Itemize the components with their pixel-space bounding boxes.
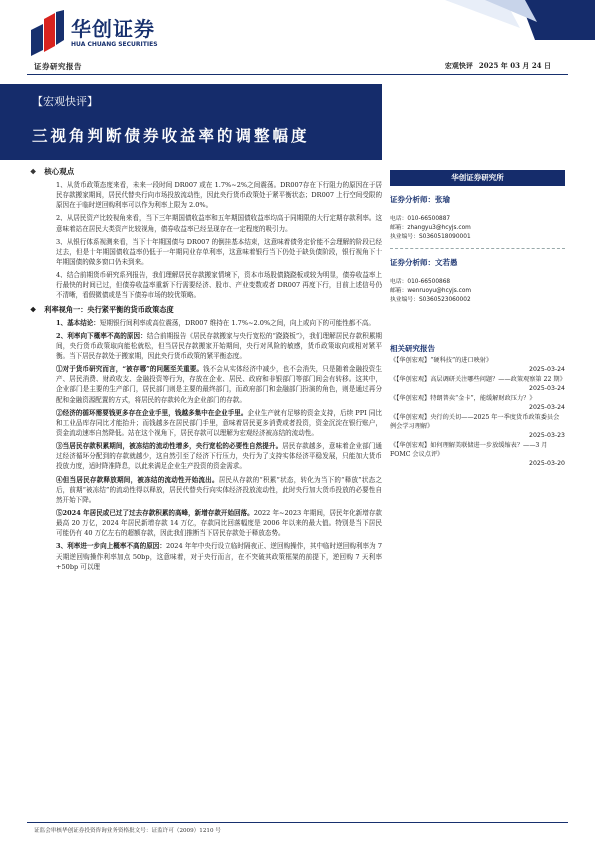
analyst-email[interactable]: 邮箱：zhangyu3@hcyjs.com bbox=[390, 224, 471, 231]
core-points-heading: ❖ 核心观点 bbox=[30, 167, 75, 176]
view1-reason-up: 3、利率进一步向上概率不高的原因：2024 年年中央行设立临时隔夜正、逆回购操作，其中临时逆回购利率为 7 天期逆回购操作利率加点 50bp，这意味着，对于央行而言，在不突破其政策框架的前提下，逆回购 7 天利率+50bp 可以理 bbox=[56, 542, 383, 571]
analyst-license: 执业编号：S0360518090001 bbox=[390, 233, 471, 240]
report-type: 宏观快评 bbox=[444, 61, 473, 70]
related-report-date: 2025-03-24 bbox=[529, 403, 565, 411]
institute-bar: 华创证券研究所 bbox=[390, 170, 565, 186]
diamond-bullet-icon: ❖ bbox=[30, 305, 37, 315]
analyst-phone: 电话：010-66500887 bbox=[390, 216, 451, 222]
view1-conclusion: 1、基本结论：短期银行间利率或高位震荡，DR007 维持在 1.7%~2.0%之间，向上或向下的可能性都不高。 bbox=[56, 318, 375, 327]
title-banner bbox=[0, 84, 382, 160]
core-point-4: 4、结合前期货币研究系列报告，我们理解居民存款搬家情境下，资本市场股债跷跷板或较为明显，债券收益率上行最快的时间已过，但债券收益率重新下行需要经济、股市、产业变数或者 DR007 再度下行，目前上述信号仍不清晰，看假微债或是当下债券市场的较优策略。 bbox=[56, 271, 382, 300]
view1-sub-3: ③当居民存款积累期间，被冻结的流动性增多，央行宽松的必要性自然提升。居民存款越多，意味着企业部门通过经济循环分配到的存款就越少，这自然引至了经济下行压力，央行为了支持实体经济平稳发展，只能加大货币投放力度，适时降准降息，以此来满足企业生产投资的资金需求。 bbox=[56, 442, 382, 471]
sidebar bbox=[390, 170, 565, 470]
company-logo bbox=[27, 10, 187, 58]
analyst-phone: 电话：010-66500868 bbox=[390, 278, 451, 285]
report-title: 三视角判断债券收益率的调整幅度 bbox=[32, 126, 310, 145]
logo-mark-icon bbox=[27, 10, 65, 56]
core-point-3: 3、从银行体系视测来看，当下十年期国债与 DR007 的倒挂基本结束，这意味着债务定价能不会理解的阶段已经过去，但是十年期国债收益率仍低于一年期同业存单利率，这意味着银行当下仍处于缺负债阶段，银行视角下十年期国债的做多窗口仍未到来。 bbox=[56, 237, 382, 266]
related-report-link[interactable]: 《【华创宏观】高层调研关注哪些问题？——政策观察第 22 期》 bbox=[390, 375, 566, 383]
view1-sub-1: ①对于货币研究而言，“被存哪”的问题至关重要。钱不会从实体经济中减少，也不会消失，只是随着金融投资生产、居民消费、财政收支、金融投资等行为，存放在企业、居民、政府和非银部门等部门间会有转移。这其中，企业部门是主要的生产部门，居民部门则是主要的最终部门，而政府部门和金融部门扮演的角色，则是通过再分配和金融资源配置的方式，将居民的存款转化为企业部门的存款。 bbox=[56, 365, 382, 404]
view1-sub-4: ④但当居民存款释放期间，被冻结的流动性开始流出。居民从存款的“积累”状态，转化为当下的“释放”状态之后，前期“被冻结”的流动性得以释放，居民代替央行向实体经济投放流动性，此时央行加大货币投放的必要性自然开始下降。 bbox=[56, 475, 382, 504]
related-report-link[interactable]: 《【华创宏观】央行的关切——2025 年一季度货币政策委员会例会学习理解》 bbox=[390, 413, 560, 430]
banner-tag: 【宏观快评】 bbox=[32, 95, 98, 108]
related-report-link[interactable]: 《【华创宏观】如何理解美联储进一步放缓缩表？——3 月 FOMC 会议点评》 bbox=[390, 441, 548, 458]
related-report-date: 2025-03-24 bbox=[529, 384, 565, 392]
view1-heading: ❖ 利率视角一：央行紧平衡的货币政策态度 bbox=[30, 304, 174, 315]
analyst-card bbox=[390, 257, 565, 305]
footer-divider bbox=[27, 822, 568, 823]
series-label: 证券研究报告 bbox=[34, 62, 82, 71]
related-report-link[interactable]: 《【华创宏观】特朗普卖“金卡”，能缓解财政压力？》 bbox=[390, 394, 536, 402]
main-content bbox=[30, 166, 382, 575]
analyst-card bbox=[390, 194, 565, 249]
analyst-name: 证券分析师：文若愚 bbox=[390, 257, 458, 267]
view1-reason-down: 2、利率向下概率不高的原因：结合前期报告《居民存款搬家与央行宽松的“跷跷板”》，我们理解居民存款积累期间，央行货币政策取向能松就松，但当居民存款搬家开始期间，央行对风险的敏感，货币政策取向或相对紧平衡。当下居民存款处于搬家期，因此央行货币政策的紧平衡态度。 bbox=[56, 331, 382, 360]
related-reports-heading: 相关研究报告 bbox=[390, 343, 435, 353]
analyst-email[interactable]: 邮箱：wenruoyu@hcyjs.com bbox=[390, 287, 472, 294]
related-report-date: 2025-03-23 bbox=[529, 431, 565, 439]
view1-sub-2: ②经济的循环需要钱更多存在企业手里，钱越多集中在企业手里。企业生产就有足够的资金支持，后续 PPI 同比和工业品库存同比才能抬升；而钱越多在居民部门手里，意味着居民更多消费或者投资，资金沉淀在银行账户，资金流动速率自然降低。站在这个视角下，居民存款可以理解为宏观经济被冻结的流动性。 bbox=[56, 408, 382, 437]
report-date bbox=[439, 61, 551, 71]
logo-chinese-name: 华创证券 bbox=[71, 17, 155, 41]
analyst-license: 执业编号：S0360523060002 bbox=[390, 296, 471, 303]
header-divider bbox=[27, 74, 568, 75]
related-report-date: 2025-03-24 bbox=[529, 365, 565, 373]
analyst-name: 证券分析师：张瑜 bbox=[390, 195, 450, 204]
date-text: 2025 年 03 月 24 日 bbox=[478, 61, 551, 70]
footer-disclaimer: 证监会审核华创证券投资咨询业务资格批文号：证监许可（2009）1210 号 bbox=[34, 828, 221, 834]
related-report-list bbox=[390, 357, 565, 467]
diamond-bullet-icon: ❖ bbox=[30, 167, 37, 176]
logo-english-name: HUA CHUANG SECURITIES bbox=[71, 41, 158, 48]
analyst-divider bbox=[390, 248, 565, 249]
view1-sub-5: ⑤2024 年居民或已过了过去存款积累的高峰，新增存款开始回落。2022 年~2023 年期间，居民年化新增存款最高 20 万亿，2024 年居民新增存款 14 万亿，存款同比回落幅度是 2006 年以来的最大值。特别是当下居民可能仍有 40 万亿左右的超额存款，因此我们推断当下居民存款处于释放态势。 bbox=[56, 508, 382, 538]
related-report-link[interactable]: 《【华创宏观】“硬科技”的进口映射》 bbox=[390, 356, 493, 364]
core-point-2: 2、从居民资产比较视角来看，当下三年期国债收益率和五年期国债收益率均高于同期限的大行定期存款利率。这意味着站在居民大类资产比较视角，债券收益率已经呈现存在一定程度的吸引力。 bbox=[56, 214, 382, 233]
header-decoration-icon bbox=[425, 0, 595, 40]
core-point-1: 1、从货币政策态度来看，未来一段时间 DR007 或在 1.7%~2%之间震荡。DR007存在下行阻力的原因在于居民存款搬家期间，居民代替央行向市场投放流动性，因此央行货币政策处于紧平衡状态；DR007 上行空间受限的原因在于临时逆回购利率可以作为利率上限为 2.0%。 bbox=[56, 181, 382, 210]
related-report-date: 2025-03-20 bbox=[529, 459, 565, 467]
